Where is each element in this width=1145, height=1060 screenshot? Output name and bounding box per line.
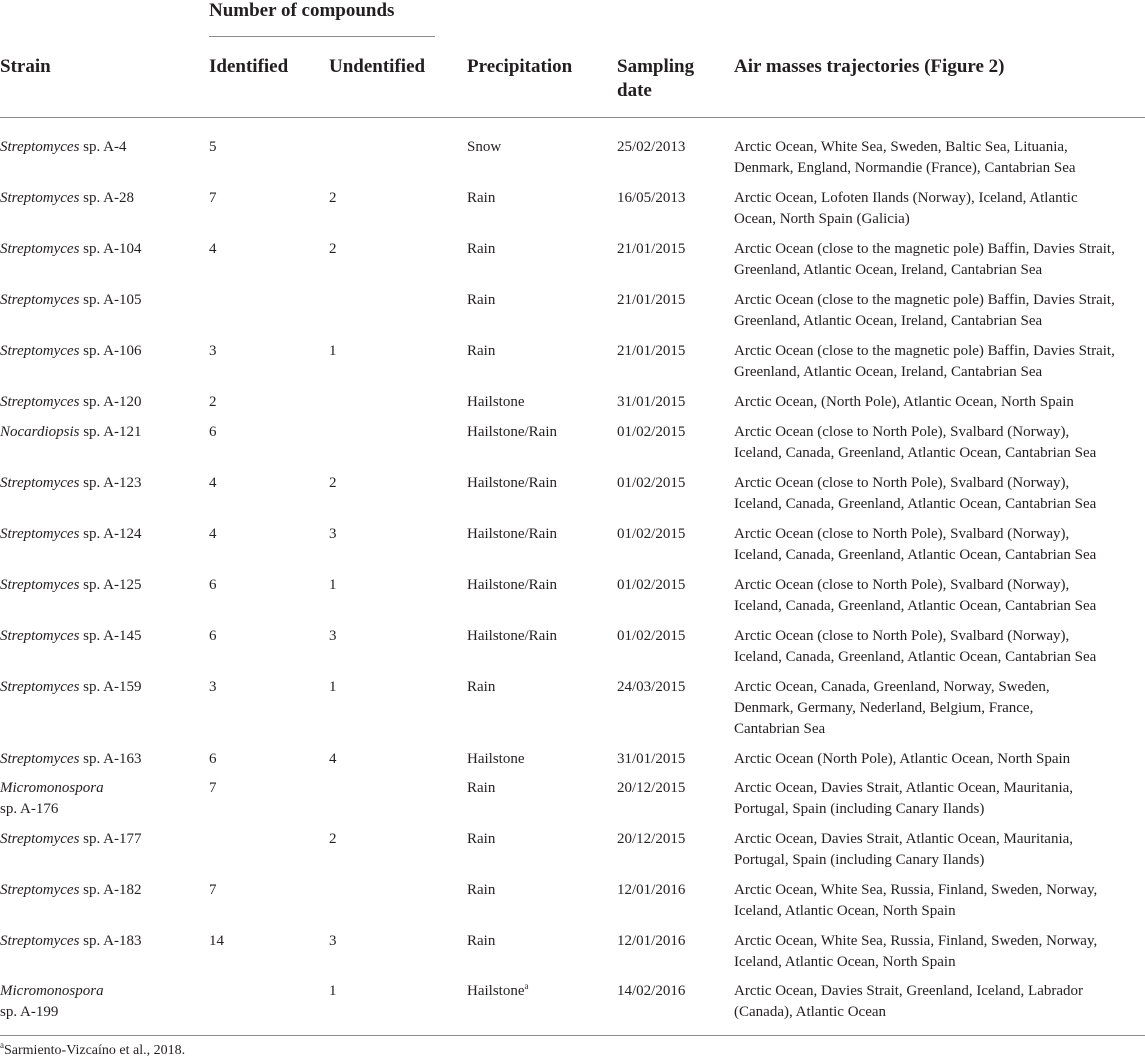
sampling-date-cell <box>617 290 727 311</box>
undentified-value: 1 <box>329 343 337 359</box>
identified-cell <box>209 239 309 260</box>
trajectory-line: Arctic Ocean, White Sea, Sweden, Baltic Sea, Lituania, <box>734 139 1068 155</box>
strain-cell <box>0 626 200 647</box>
strain-genus: Streptomyces <box>0 394 80 410</box>
strain-cell <box>0 239 200 260</box>
header-bottom-rule <box>0 117 1145 118</box>
identified-cell <box>209 931 309 952</box>
identified-value: 2 <box>209 394 217 410</box>
identified-value: 7 <box>209 190 217 206</box>
strain-genus: Streptomyces <box>0 679 80 695</box>
trajectory-line: Arctic Ocean (close to North Pole), Svalbard (Norway), <box>734 424 1070 440</box>
column-header-sampling-date-line2: date <box>617 80 652 101</box>
precipitation-cell <box>467 575 607 596</box>
precipitation-cell <box>467 749 607 770</box>
undentified-cell <box>329 677 449 698</box>
trajectory-line: Arctic Ocean, Davies Strait, Atlantic Ocean, Mauritania, <box>734 831 1074 847</box>
trajectory-cell <box>734 392 1145 413</box>
precipitation-value: Rain <box>467 882 496 898</box>
undentified-value: 4 <box>329 751 337 767</box>
sampling-date-value: 12/01/2016 <box>617 882 686 898</box>
trajectory-cell <box>734 188 1145 230</box>
precipitation-value: Hailstone <box>467 983 525 999</box>
precipitation-cell <box>467 829 607 850</box>
strain-genus: Streptomyces <box>0 292 80 308</box>
sampling-date-cell <box>617 778 727 799</box>
sampling-date-cell <box>617 880 727 901</box>
strain-cell <box>0 981 200 1023</box>
sampling-date-cell <box>617 981 727 1002</box>
strain-genus: Streptomyces <box>0 343 80 359</box>
strain-genus: Streptomyces <box>0 190 80 206</box>
trajectory-cell <box>734 575 1145 617</box>
sampling-date-value: 01/02/2015 <box>617 628 686 644</box>
strain-cell <box>0 392 200 413</box>
sampling-date-value: 21/01/2015 <box>617 241 686 257</box>
undentified-value: 2 <box>329 475 337 491</box>
sampling-date-cell <box>617 677 727 698</box>
precipitation-cell <box>467 422 607 443</box>
strain-designation: sp. A-120 <box>79 394 142 410</box>
identified-value: 4 <box>209 526 217 542</box>
sampling-date-value: 31/01/2015 <box>617 394 686 410</box>
precipitation-value: Hailstone/Rain <box>467 424 557 440</box>
undentified-cell <box>329 749 449 770</box>
trajectory-line: Arctic Ocean (close to North Pole), Svalbard (Norway), <box>734 526 1070 542</box>
strain-genus: Streptomyces <box>0 526 80 542</box>
trajectory-line: Arctic Ocean (close to the magnetic pole) Baffin, Davies Strait, <box>734 292 1115 308</box>
identified-value: 7 <box>209 780 217 796</box>
precipitation-cell <box>467 188 607 209</box>
strain-designation: sp. A-105 <box>79 292 142 308</box>
sampling-date-value: 24/03/2015 <box>617 679 686 695</box>
trajectory-line: Arctic Ocean (North Pole), Atlantic Ocean, North Spain <box>734 751 1071 767</box>
precipitation-value: Rain <box>467 190 496 206</box>
strain-designation: sp. A-28 <box>79 190 135 206</box>
column-header-identified: Identified <box>209 56 289 77</box>
trajectory-line: Arctic Ocean, (North Pole), Atlantic Ocean, North Spain <box>734 394 1074 410</box>
trajectory-line: Arctic Ocean, Lofoten Ilands (Norway), Iceland, Atlantic <box>734 190 1078 206</box>
trajectory-cell <box>734 137 1145 179</box>
precipitation-value: Rain <box>467 933 496 949</box>
strain-designation: sp. A-145 <box>79 628 142 644</box>
trajectory-line: Greenland, Atlantic Ocean, Ireland, Cantabrian Sea <box>734 262 1043 278</box>
trajectory-line: Iceland, Canada, Greenland, Atlantic Ocean, Cantabrian Sea <box>734 649 1097 665</box>
trajectory-cell <box>734 422 1145 464</box>
sampling-date-cell <box>617 392 727 413</box>
trajectory-line: Arctic Ocean (close to North Pole), Svalbard (Norway), <box>734 475 1070 491</box>
sampling-date-value: 01/02/2015 <box>617 577 686 593</box>
strain-designation: sp. A-106 <box>79 343 142 359</box>
strain-cell <box>0 341 200 362</box>
trajectory-cell <box>734 473 1145 515</box>
sampling-date-value: 01/02/2015 <box>617 526 686 542</box>
strain-designation: sp. A-104 <box>79 241 142 257</box>
trajectory-line: Iceland, Canada, Greenland, Atlantic Ocean, Cantabrian Sea <box>734 496 1097 512</box>
precipitation-value: Hailstone/Rain <box>467 628 557 644</box>
sampling-date-cell <box>617 473 727 494</box>
group-header-rule <box>209 36 435 37</box>
precipitation-value: Rain <box>467 831 496 847</box>
strain-cell <box>0 677 200 698</box>
sampling-date-value: 12/01/2016 <box>617 933 686 949</box>
sampling-date-value: 31/01/2015 <box>617 751 686 767</box>
strain-designation: sp. A-125 <box>79 577 142 593</box>
precipitation-value: Rain <box>467 292 496 308</box>
strain-genus: Streptomyces <box>0 139 80 155</box>
precipitation-value: Hailstone/Rain <box>467 475 557 491</box>
undentified-cell <box>329 575 449 596</box>
trajectory-line: Iceland, Canada, Greenland, Atlantic Ocean, Cantabrian Sea <box>734 547 1097 563</box>
trajectory-line: Arctic Ocean, White Sea, Russia, Finland, Sweden, Norway, <box>734 933 1098 949</box>
trajectory-cell <box>734 524 1145 566</box>
identified-cell <box>209 880 309 901</box>
trajectory-line: Iceland, Atlantic Ocean, North Spain <box>734 954 956 970</box>
strain-designation: sp. A-177 <box>79 831 142 847</box>
table-bottom-rule <box>0 1035 1145 1036</box>
trajectory-line: Arctic Ocean, Davies Strait, Greenland, Iceland, Labrador <box>734 983 1084 999</box>
identified-cell <box>209 626 309 647</box>
undentified-value: 1 <box>329 679 337 695</box>
trajectory-line: Portugal, Spain (including Canary Ilands) <box>734 801 985 817</box>
trajectory-line: Portugal, Spain (including Canary Ilands) <box>734 852 985 868</box>
undentified-value: 3 <box>329 933 337 949</box>
strain-cell <box>0 422 200 443</box>
identified-value: 6 <box>209 577 217 593</box>
column-header-precipitation: Precipitation <box>467 56 573 77</box>
trajectory-cell <box>734 931 1145 973</box>
undentified-value: 1 <box>329 577 337 593</box>
precipitation-cell <box>467 677 607 698</box>
undentified-value: 3 <box>329 628 337 644</box>
strain-cell <box>0 749 200 770</box>
sampling-date-value: 21/01/2015 <box>617 343 686 359</box>
undentified-cell <box>329 341 449 362</box>
precipitation-cell <box>467 981 607 1002</box>
trajectory-cell <box>734 829 1145 871</box>
trajectory-cell <box>734 290 1145 332</box>
undentified-value: 1 <box>329 983 337 999</box>
trajectory-cell <box>734 626 1145 668</box>
trajectory-line: Arctic Ocean, White Sea, Russia, Finland, Sweden, Norway, <box>734 882 1098 898</box>
sampling-date-value: 14/02/2016 <box>617 983 686 999</box>
undentified-value: 3 <box>329 526 337 542</box>
trajectory-line: Greenland, Atlantic Ocean, Ireland, Cantabrian Sea <box>734 313 1043 329</box>
column-header-sampling-date-line1: Sampling <box>617 56 695 77</box>
precipitation-cell <box>467 290 607 311</box>
strain-cell <box>0 524 200 545</box>
strain-genus: Streptomyces <box>0 241 80 257</box>
sampling-date-cell <box>617 575 727 596</box>
undentified-cell <box>329 626 449 647</box>
identified-value: 5 <box>209 139 217 155</box>
sampling-date-value: 20/12/2015 <box>617 831 686 847</box>
trajectory-line: Arctic Ocean (close to the magnetic pole) Baffin, Davies Strait, <box>734 241 1115 257</box>
trajectory-line: Arctic Ocean (close to North Pole), Svalbard (Norway), <box>734 577 1070 593</box>
trajectory-cell <box>734 981 1145 1023</box>
strain-genus: Streptomyces <box>0 933 80 949</box>
sampling-date-cell <box>617 626 727 647</box>
strain-cell <box>0 880 200 901</box>
trajectory-cell <box>734 677 1145 740</box>
sampling-date-value: 20/12/2015 <box>617 780 686 796</box>
strain-designation: sp. A-124 <box>79 526 142 542</box>
strain-cell <box>0 290 200 311</box>
sampling-date-cell <box>617 524 727 545</box>
identified-cell <box>209 188 309 209</box>
undentified-value: 2 <box>329 831 337 847</box>
identified-value: 3 <box>209 679 217 695</box>
precipitation-cell <box>467 626 607 647</box>
strain-genus: Streptomyces <box>0 577 80 593</box>
column-header-sampling-date <box>617 55 694 103</box>
precipitation-value: Hailstone <box>467 751 525 767</box>
undentified-cell <box>329 188 449 209</box>
strain-cell <box>0 575 200 596</box>
trajectory-line: Arctic Ocean, Davies Strait, Atlantic Ocean, Mauritania, <box>734 780 1074 796</box>
trajectory-line: Denmark, Germany, Nederland, Belgium, France, <box>734 700 1034 716</box>
identified-value: 6 <box>209 424 217 440</box>
trajectory-line: Iceland, Canada, Greenland, Atlantic Ocean, Cantabrian Sea <box>734 445 1097 461</box>
identified-cell <box>209 524 309 545</box>
strain-designation: sp. A-176 <box>0 801 59 817</box>
strain-cell <box>0 137 200 158</box>
identified-cell <box>209 749 309 770</box>
precipitation-cell <box>467 473 607 494</box>
trajectory-line: Cantabrian Sea <box>734 721 826 737</box>
strain-cell <box>0 931 200 952</box>
sampling-date-cell <box>617 829 727 850</box>
precipitation-value: Hailstone/Rain <box>467 526 557 542</box>
strain-genus: Micromonospora <box>0 780 104 796</box>
precipitation-footnote-mark: a <box>524 981 529 991</box>
strain-genus: Streptomyces <box>0 751 80 767</box>
strain-designation: sp. A-4 <box>79 139 127 155</box>
precipitation-cell <box>467 931 607 952</box>
trajectory-line: Iceland, Atlantic Ocean, North Spain <box>734 903 956 919</box>
undentified-value: 2 <box>329 241 337 257</box>
sampling-date-cell <box>617 749 727 770</box>
strain-genus: Streptomyces <box>0 831 80 847</box>
precipitation-value: Rain <box>467 343 496 359</box>
trajectory-line: Arctic Ocean, Canada, Greenland, Norway, Sweden, <box>734 679 1050 695</box>
precipitation-cell <box>467 524 607 545</box>
trajectory-cell <box>734 778 1145 820</box>
identified-value: 3 <box>209 343 217 359</box>
identified-value: 6 <box>209 628 217 644</box>
trajectory-cell <box>734 341 1145 383</box>
strain-genus: Nocardiopsis <box>0 424 80 440</box>
sampling-date-cell <box>617 422 727 443</box>
strain-designation: sp. A-183 <box>79 933 142 949</box>
identified-cell <box>209 341 309 362</box>
precipitation-cell <box>467 239 607 260</box>
footnote <box>0 1042 185 1060</box>
trajectory-cell <box>734 749 1145 770</box>
undentified-cell <box>329 524 449 545</box>
footnote-text: Sarmiento-Vizcaíno et al., 2018. <box>4 1043 186 1058</box>
precipitation-value: Rain <box>467 241 496 257</box>
precipitation-cell <box>467 341 607 362</box>
precipitation-value: Hailstone <box>467 394 525 410</box>
sampling-date-value: 01/02/2015 <box>617 424 686 440</box>
strain-designation: sp. A-121 <box>79 424 142 440</box>
strain-cell <box>0 188 200 209</box>
precipitation-cell <box>467 392 607 413</box>
identified-cell <box>209 778 309 799</box>
undentified-cell <box>329 239 449 260</box>
identified-value: 14 <box>209 933 224 949</box>
undentified-cell <box>329 931 449 952</box>
column-header-trajectories: Air masses trajectories (Figure 2) <box>734 56 1005 77</box>
precipitation-cell <box>467 880 607 901</box>
identified-cell <box>209 137 309 158</box>
identified-cell <box>209 575 309 596</box>
precipitation-value: Snow <box>467 139 502 155</box>
identified-cell <box>209 677 309 698</box>
identified-value: 7 <box>209 882 217 898</box>
precipitation-value: Rain <box>467 780 496 796</box>
trajectory-cell <box>734 239 1145 281</box>
strain-genus: Streptomyces <box>0 882 80 898</box>
precipitation-value: Rain <box>467 679 496 695</box>
sampling-date-value: 16/05/2013 <box>617 190 686 206</box>
trajectory-line: Greenland, Atlantic Ocean, Ireland, Cantabrian Sea <box>734 364 1043 380</box>
strain-cell <box>0 473 200 494</box>
trajectory-line: Ocean, North Spain (Galicia) <box>734 211 910 227</box>
sampling-date-value: 25/02/2013 <box>617 139 686 155</box>
sampling-date-value: 21/01/2015 <box>617 292 686 308</box>
strain-designation: sp. A-163 <box>79 751 142 767</box>
strain-genus: Streptomyces <box>0 475 80 491</box>
strain-designation: sp. A-182 <box>79 882 142 898</box>
identified-value: 4 <box>209 475 217 491</box>
strain-cell <box>0 778 200 820</box>
identified-cell <box>209 422 309 443</box>
trajectory-line: Arctic Ocean (close to North Pole), Svalbard (Norway), <box>734 628 1070 644</box>
identified-cell <box>209 473 309 494</box>
column-header-strain: Strain <box>0 56 51 77</box>
trajectory-line: (Canada), Atlantic Ocean <box>734 1004 887 1020</box>
undentified-cell <box>329 829 449 850</box>
sampling-date-cell <box>617 137 727 158</box>
sampling-date-value: 01/02/2015 <box>617 475 686 491</box>
sampling-date-cell <box>617 188 727 209</box>
trajectory-line: Iceland, Canada, Greenland, Atlantic Ocean, Cantabrian Sea <box>734 598 1097 614</box>
strain-genus: Streptomyces <box>0 628 80 644</box>
precipitation-cell <box>467 137 607 158</box>
strain-designation: sp. A-123 <box>79 475 142 491</box>
sampling-date-cell <box>617 931 727 952</box>
strain-designation: sp. A-199 <box>0 1004 59 1020</box>
undentified-cell <box>329 981 449 1002</box>
group-header-number-of-compounds: Number of compounds <box>209 0 395 21</box>
identified-value: 4 <box>209 241 217 257</box>
strain-cell <box>0 829 200 850</box>
undentified-cell <box>329 473 449 494</box>
identified-value: 6 <box>209 751 217 767</box>
identified-cell <box>209 392 309 413</box>
trajectory-cell <box>734 880 1145 922</box>
strain-designation: sp. A-159 <box>79 679 142 695</box>
column-header-undentified: Undentified <box>329 56 426 77</box>
precipitation-value: Hailstone/Rain <box>467 577 557 593</box>
footnote-mark: a <box>0 1040 4 1050</box>
sampling-date-cell <box>617 341 727 362</box>
strain-genus: Micromonospora <box>0 983 104 999</box>
trajectory-line: Arctic Ocean (close to the magnetic pole) Baffin, Davies Strait, <box>734 343 1115 359</box>
trajectory-line: Denmark, England, Normandie (France), Cantabrian Sea <box>734 160 1076 176</box>
undentified-value: 2 <box>329 190 337 206</box>
sampling-date-cell <box>617 239 727 260</box>
precipitation-cell <box>467 778 607 799</box>
